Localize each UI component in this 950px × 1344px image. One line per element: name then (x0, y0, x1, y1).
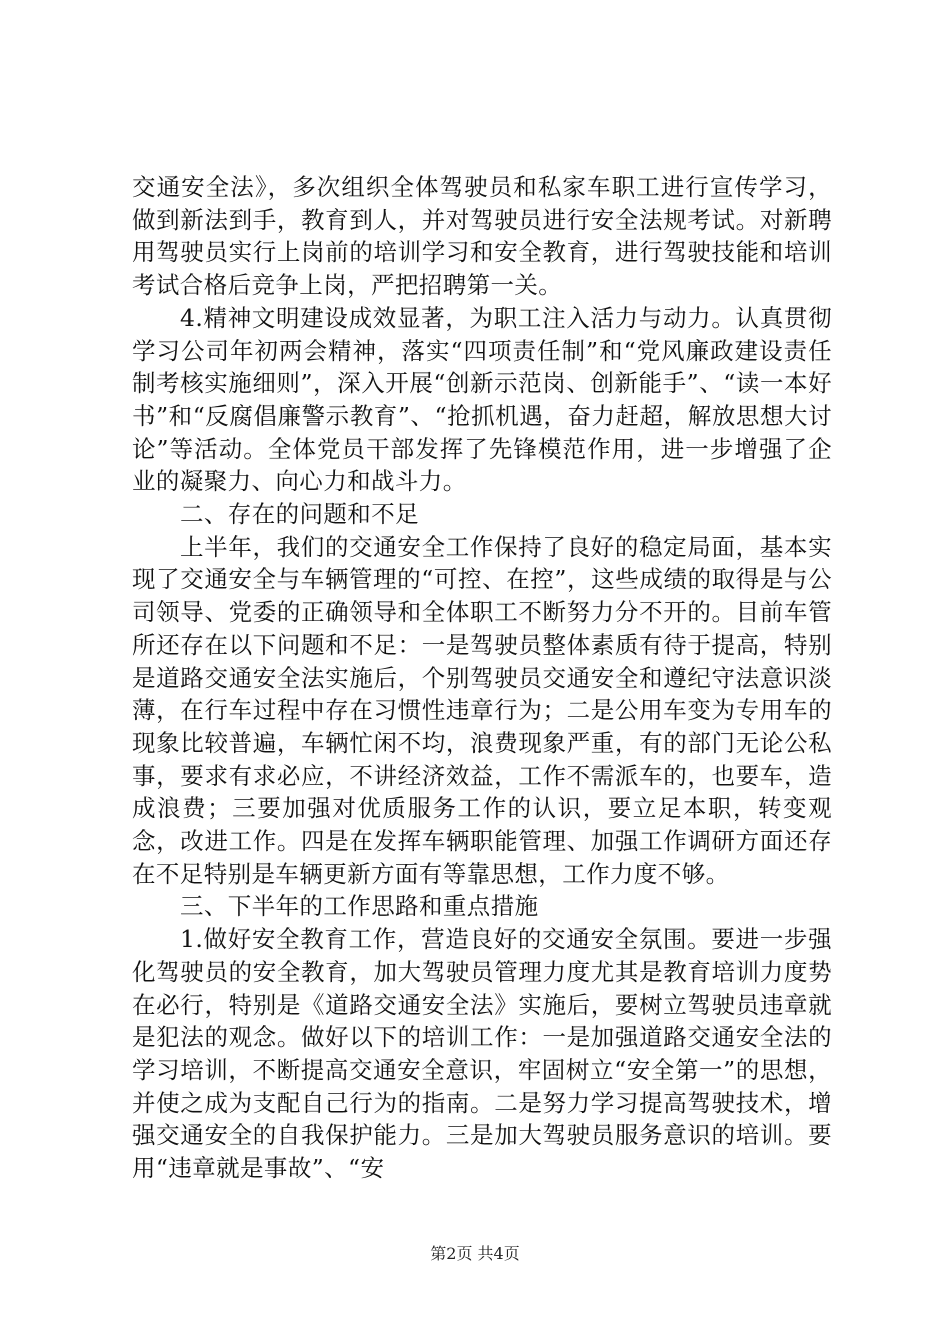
paragraph-safety-education: 1.做好安全教育工作，营造良好的交通安全氛围。要进一步强化驾驶员的安全教育，加大驾驶员管理力度尤其是教育培训力度势在必行，特别是《道路交通安全法》实施后，要树立驾驶员违章就是犯法的观念。做好以下的培训工作：一是加强道路交通安全法的学习培训，不断提高交通安全意识，牢固树立“安全第一”的思想，并使之成为支配自己行为的指南。二是努力学习提高驾驶技术，增强交通安全的自我保护能力。三是加大驾驶员服务意识的培训。要用“违章就是事故”、“安 (132, 925, 832, 1183)
document-body (132, 171, 832, 1185)
paragraph-spiritual-civilization: 4.精神文明建设成效显著，为职工注入活力与动力。认真贯彻学习公司年初两会精神，落实“四项责任制”和“党风廉政建设责任制考核实施细则”，深入开展“创新示范岗、创新能手”、“读一本好书”和“反腐倡廉警示教育”、“抢抓机遇，奋力赶超，解放思想大讨论”等活动。全体党员干部发挥了先锋模范作用，进一步增强了企业的凝聚力、向心力和战斗力。 (132, 303, 832, 496)
section-heading-problems: 二、存在的问题和不足 (180, 500, 419, 529)
page-footer: 第2页 共4页 (430, 1244, 520, 1263)
paragraph-continuation: 交通安全法》，多次组织全体驾驶员和私家车职工进行宣传学习，做到新法到手，教育到人，并对驾驶员进行安全法规考试。对新聘用驾驶员实行上岗前的培训学习和安全教育，进行驾驶技能和培训考试合格后竞争上岗，严把招聘第一关。 (132, 173, 832, 300)
section-heading-plans: 三、下半年的工作思路和重点措施 (180, 892, 539, 921)
paragraph-problems: 上半年，我们的交通安全工作保持了良好的稳定局面，基本实现了交通安全与车辆管理的“可控、在控”，这些成绩的取得是与公司领导、党委的正确领导和全体职工不断努力分不开的。目前车管所还存在以下问题和不足：一是驾驶员整体素质有待于提高，特别是道路交通安全法实施后，个别驾驶员交通安全和遵纪守法意识淡薄，在行车过程中存在习惯性违章行为；二是公用车变为专用车的现象比较普遍，车辆忙闲不均，浪费现象严重，有的部门无论公私事，要求有求必应，不讲经济效益，工作不需派车的，也要车，造成浪费；三要加强对优质服务工作的认识，要立足本职，转变观念，改进工作。四是在发挥车辆职能管理、加强工作调研方面还存在不足特别是车辆更新方面有等靠思想，工作力度不够。 (132, 532, 832, 888)
